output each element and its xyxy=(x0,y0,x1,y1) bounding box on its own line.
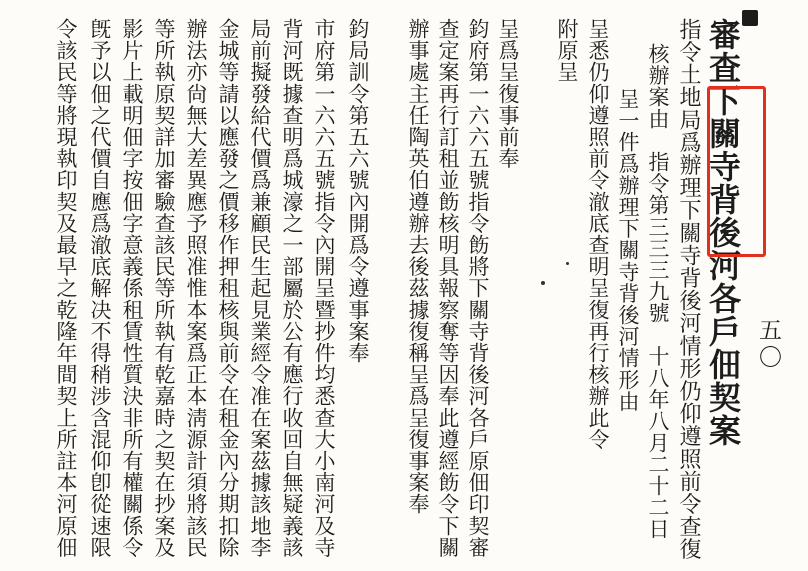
text-column: 鈞府第一六六五號指令飭將下關寺背後河各戶原佃印契審 xyxy=(466,18,490,558)
title-marker-icon xyxy=(742,10,758,26)
text-column: 呈一件爲辦理下關寺背後河情形由 xyxy=(616,88,640,412)
text-column: 背河既據查明爲城濠之一部屬於公有應行收回自無疑義該 xyxy=(280,18,304,558)
text-column: 鈞局訓令第五六號內開爲令遵事案奉 xyxy=(346,18,370,364)
text-column: 令該民等將現執印契及最早之乾隆年間契上所註本河原佃 xyxy=(54,18,78,558)
text-column: 呈悉仍仰遵照前令澈底查明呈復再行核辦此令 xyxy=(586,18,610,450)
ink-speck xyxy=(566,262,569,265)
text-column: 市府第一六六五號指令內開呈暨抄件均悉查大小南河及寺 xyxy=(312,18,336,558)
text-column: 辦事處主任陶英伯遵辦去後茲據復稱呈爲呈復事案奉 xyxy=(406,18,430,515)
text-column: 查定案再行訂租並飭核明具報察奪等因奉此遵經飭令下關 xyxy=(436,18,460,558)
document-title: 審査下關寺背後河各戶佃契案 xyxy=(704,18,742,447)
highlight-box xyxy=(707,86,766,257)
text-column: 辦法亦尙無大差異應予照准惟本案爲正本淸源計須將該民 xyxy=(184,18,208,558)
text-column: 附原呈 xyxy=(555,18,579,83)
text-column: 等所執原契詳加審驗查該民等所執有乾嘉時之契在抄案及 xyxy=(152,18,176,558)
ink-speck xyxy=(541,281,545,285)
text-column: 金城等請以應發之價移作押租核與前令在租金內分期扣除 xyxy=(216,18,240,558)
text-column: 呈爲呈復事前奉 xyxy=(496,18,520,170)
text-column: 影片上載明佃字按佃字意義係租賃性質決非所有權關係令 xyxy=(120,18,144,558)
text-column: 旣予以佃之代價自應爲澈底解决不得稍涉含混仰卽從速限 xyxy=(88,18,112,558)
page-number: 五〇 xyxy=(755,318,781,372)
text-column: 局前擬發給代價爲兼顧民生起見業經令准在案茲據該地李 xyxy=(248,18,272,558)
text-column: 核辦案由 指令第三三三九號 十八年八月二十二日 xyxy=(646,43,670,540)
text-column: 指令土地局爲辦理下關寺背後河情形仍仰遵照前令查復 xyxy=(676,18,701,561)
